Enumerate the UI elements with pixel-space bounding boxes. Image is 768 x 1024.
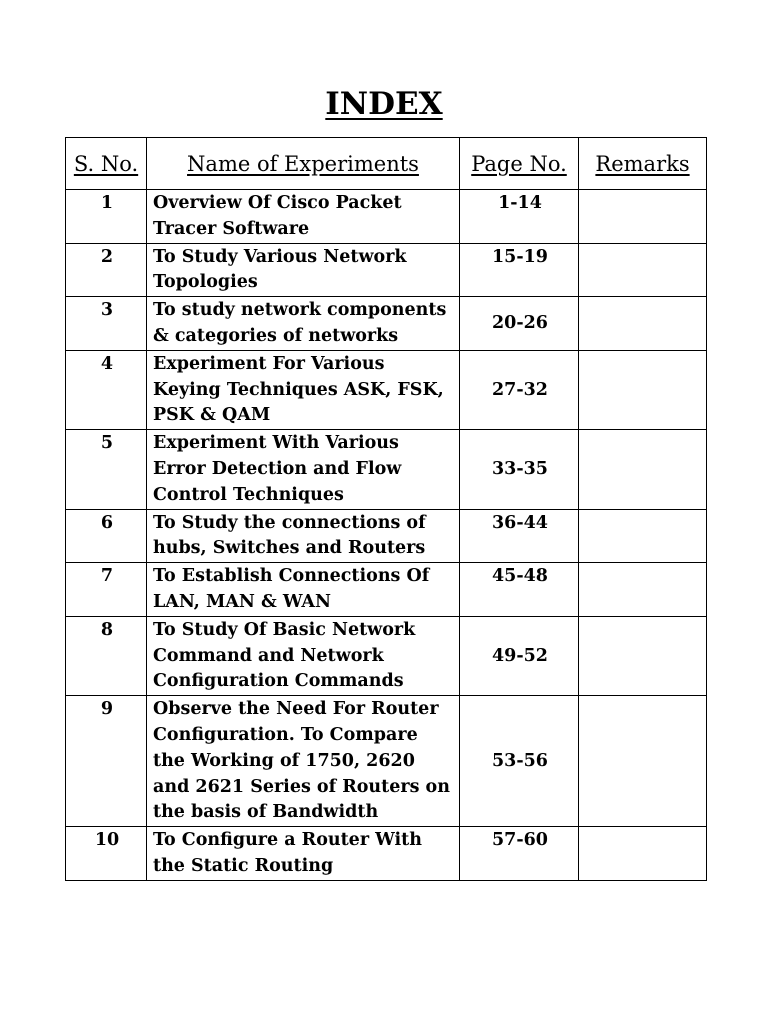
row-remarks (579, 190, 707, 244)
row-sno: 2 (66, 243, 147, 297)
row-name: To Study Various Network Topologies (147, 243, 460, 297)
row-name: Observe the Need For Router Configuration. To Compare the Working of 1750, 2620 and 2621 Series of Routers on the basis of Bandwidth (147, 696, 460, 827)
row-remarks (579, 297, 707, 351)
row-remarks (579, 827, 707, 881)
row-name: Experiment With Various Error Detection and Flow Control Techniques (147, 430, 460, 509)
row-sno: 10 (66, 827, 147, 881)
row-sno: 9 (66, 696, 147, 827)
table-row (66, 190, 707, 244)
row-page: 45-48 (460, 563, 579, 617)
table-row (66, 350, 707, 429)
table-row (66, 563, 707, 617)
row-sno: 6 (66, 509, 147, 563)
row-name: Experiment For Various Keying Techniques ASK, FSK, PSK & QAM (147, 350, 460, 429)
row-name: To study network components & categories of networks (147, 297, 460, 351)
row-remarks (579, 696, 707, 827)
row-remarks (579, 430, 707, 509)
header-page: Page No. (460, 138, 579, 190)
row-page: 36-44 (460, 509, 579, 563)
row-name: To Configure a Router With the Static Routing (147, 827, 460, 881)
table-row (66, 509, 707, 563)
row-page: 1-14 (460, 190, 579, 244)
header-remarks: Remarks (579, 138, 707, 190)
row-name: To Establish Connections Of LAN, MAN & WAN (147, 563, 460, 617)
row-remarks (579, 616, 707, 695)
table-row (66, 243, 707, 297)
row-name: To Study the connections of hubs, Switches and Routers (147, 509, 460, 563)
row-page: 20-26 (460, 297, 579, 351)
row-sno: 7 (66, 563, 147, 617)
index-table (65, 137, 707, 881)
row-sno: 5 (66, 430, 147, 509)
row-sno: 8 (66, 616, 147, 695)
row-remarks (579, 509, 707, 563)
row-sno: 4 (66, 350, 147, 429)
page-title: INDEX (325, 86, 443, 122)
table-row (66, 696, 707, 827)
table-row (66, 616, 707, 695)
header-sno: S. No. (66, 138, 147, 190)
table-row (66, 297, 707, 351)
row-sno: 1 (66, 190, 147, 244)
row-page: 53-56 (460, 696, 579, 827)
table-row (66, 827, 707, 881)
row-remarks (579, 243, 707, 297)
row-remarks (579, 563, 707, 617)
row-page: 49-52 (460, 616, 579, 695)
row-page: 57-60 (460, 827, 579, 881)
table-header-row (66, 138, 707, 190)
row-name: Overview Of Cisco Packet Tracer Software (147, 190, 460, 244)
row-remarks (579, 350, 707, 429)
row-name: To Study Of Basic Network Command and Network Configuration Commands (147, 616, 460, 695)
row-page: 33-35 (460, 430, 579, 509)
header-name: Name of Experiments (147, 138, 460, 190)
row-sno: 3 (66, 297, 147, 351)
row-page: 15-19 (460, 243, 579, 297)
table-row (66, 430, 707, 509)
row-page: 27-32 (460, 350, 579, 429)
